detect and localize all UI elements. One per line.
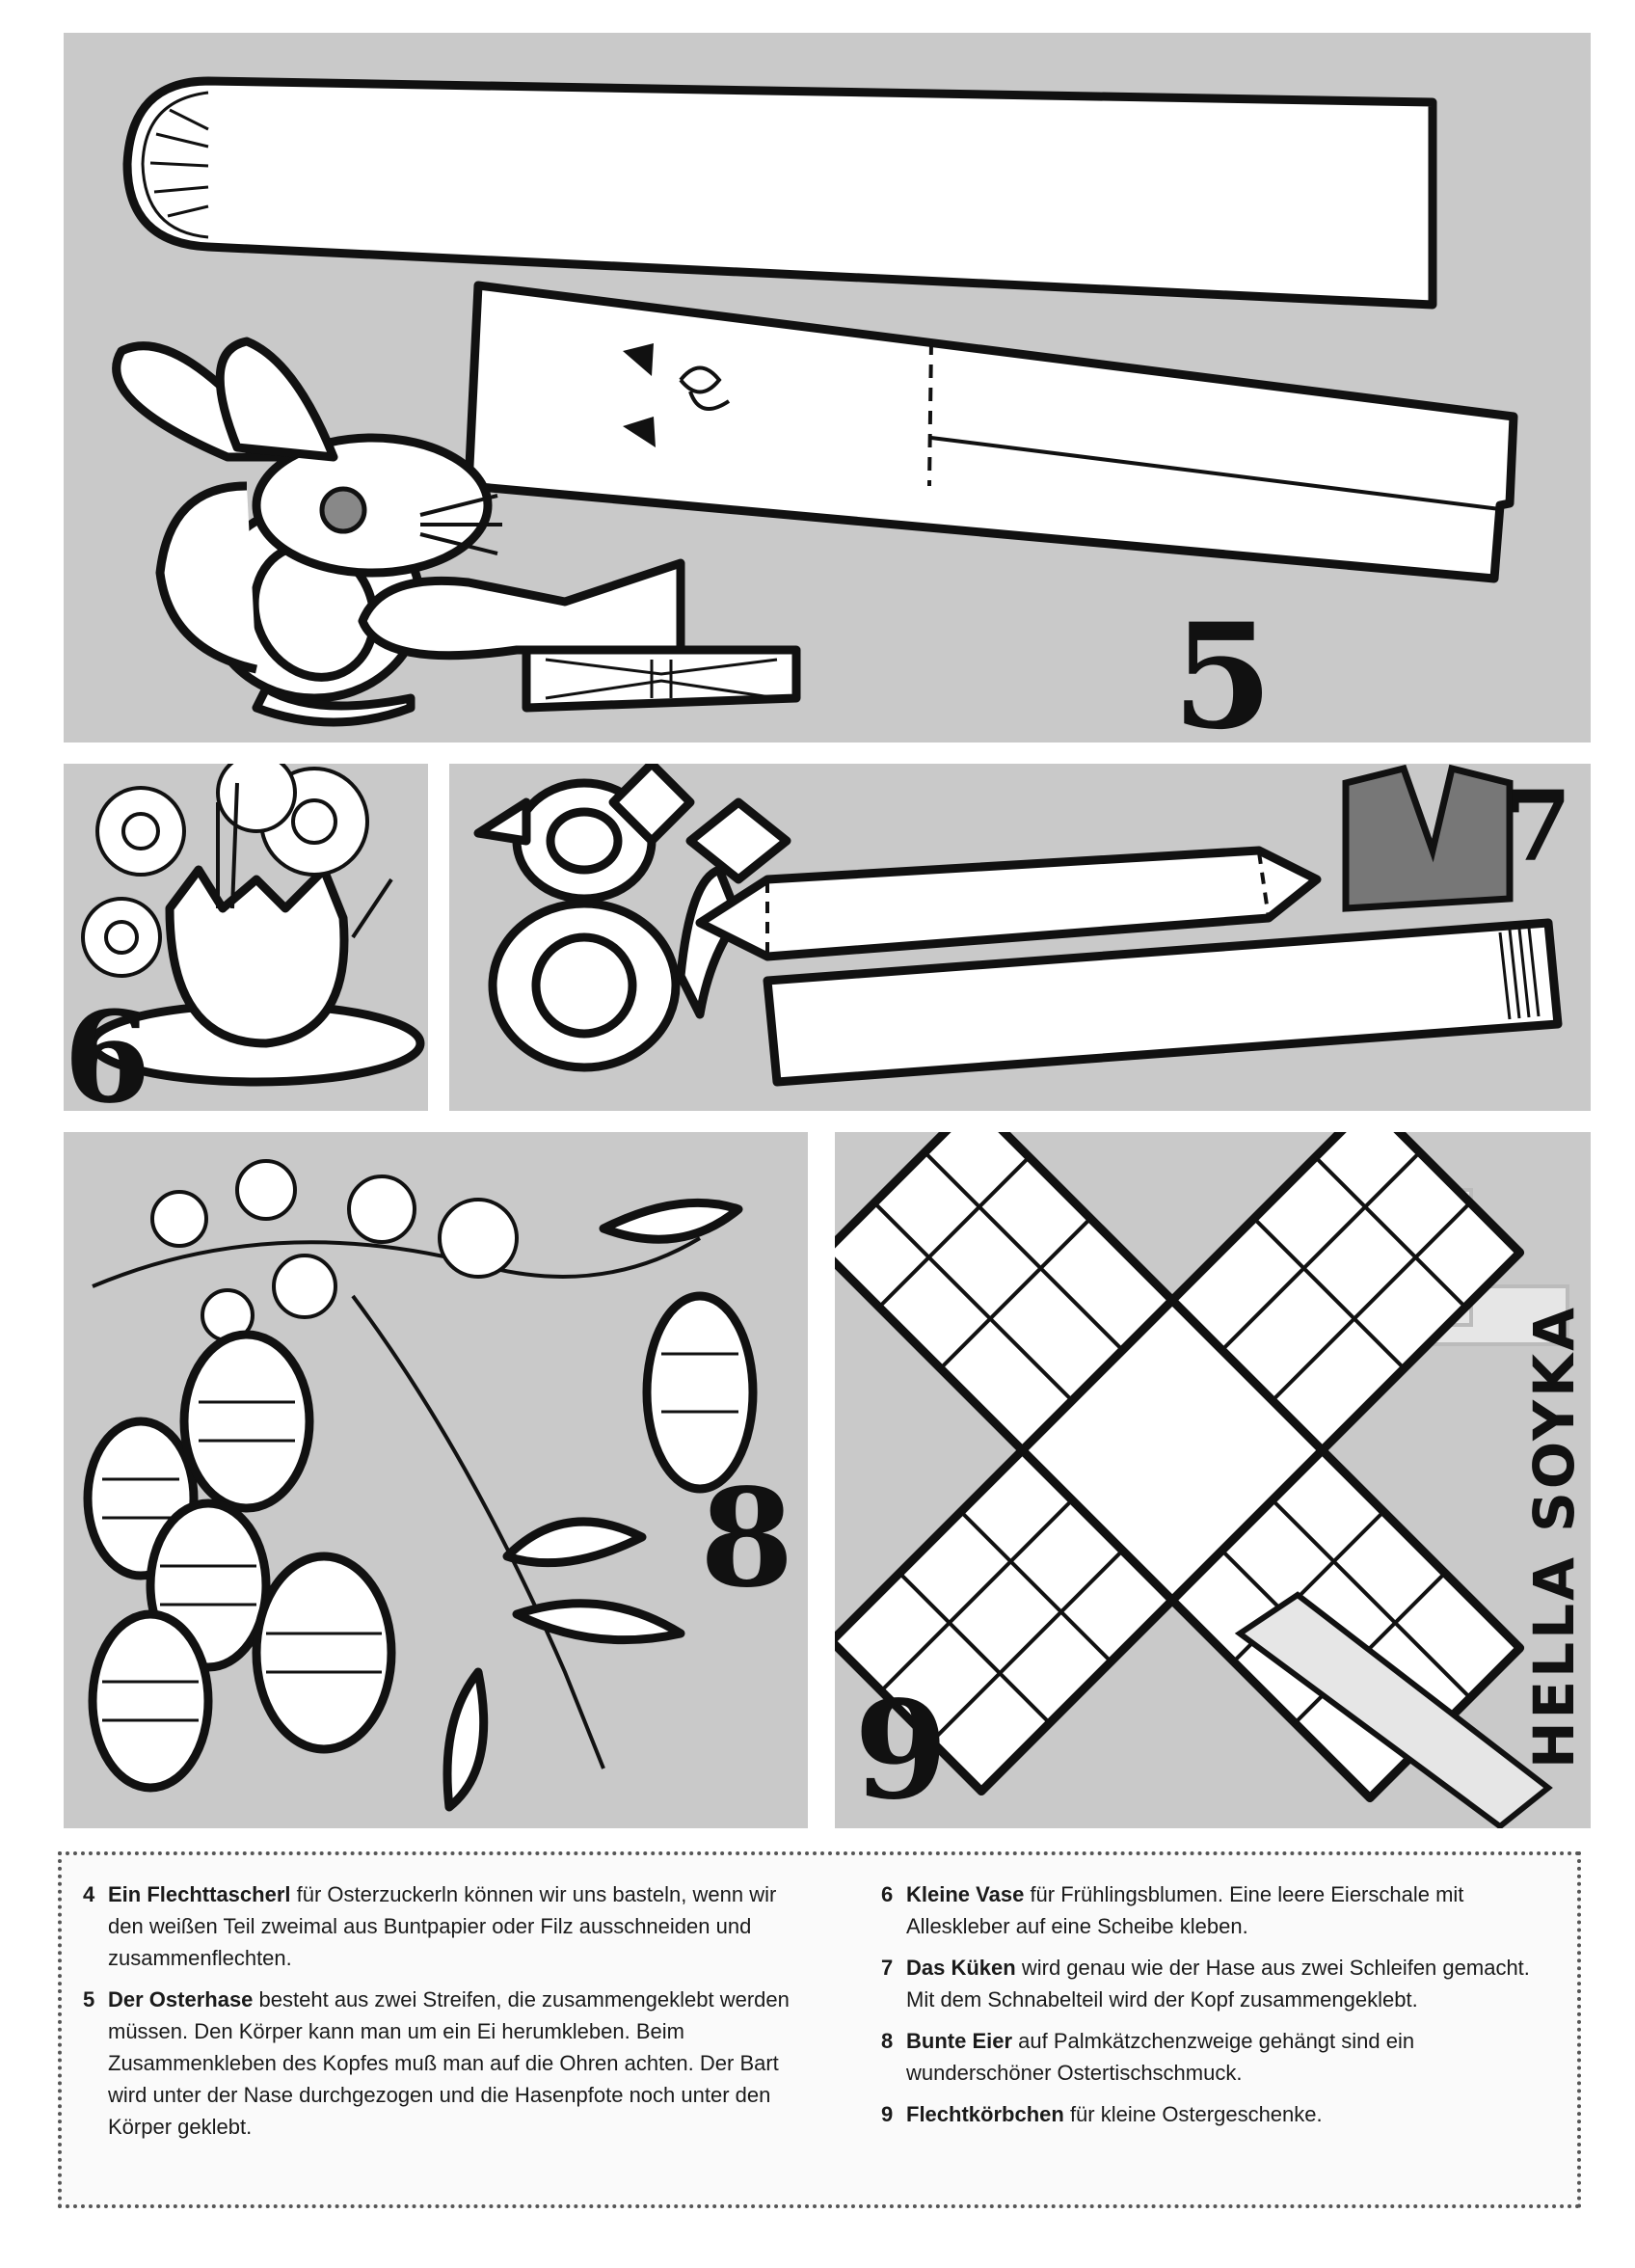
caption-column-right [881, 1878, 1556, 2140]
panel-5-number: 5 [1172, 592, 1273, 742]
caption-item-5 [83, 1984, 816, 2143]
caption-text: für Osterzuckerln können wir uns basteln, wenn wir den weißen Teil zweimal aus Buntpapier oder Filz ausschneiden und zusammenflechten. [108, 1882, 777, 1970]
panel-kueken [449, 764, 1591, 1111]
caption-item-9 [881, 2098, 1556, 2130]
vase-illustration [64, 764, 428, 1111]
panel-6-number: 6 [64, 984, 151, 1111]
caption-number: 9 [881, 2102, 894, 2126]
caption-item-6 [881, 1878, 1556, 1942]
flechtkoerbchen-illustration [835, 1132, 1591, 1828]
caption-item-7 [881, 1952, 1556, 2015]
eier-illustration [64, 1132, 808, 1828]
caption-number: 6 [881, 1882, 894, 1906]
caption-number: 4 [83, 1882, 95, 1906]
caption-text: auf Palmkätzchenzweige gehängt sind ein wunderschöner Ostertischschmuck. [906, 2029, 1415, 2085]
caption-text: für kleine Ostergeschenke. [1069, 2102, 1323, 2126]
caption-item-8 [881, 2025, 1556, 2089]
kueken-illustration [449, 764, 1591, 1111]
caption-text: für Frühlingsblumen. Eine leere Eierschale mit Alleskleber auf eine Scheibe kleben. [906, 1882, 1464, 1938]
panel-9-number: 9 [854, 1672, 949, 1828]
caption-text: besteht aus zwei Streifen, die zusammengeklebt werden müssen. Den Körper kann man um ein Ei herumkleben. Beim Zusammenkleben des Kopfes muß man auf die Ohren achten. Der Bart wird unter der Nase durchgezogen und die Hasenpfote noch unter den Körper geklebt. [108, 1987, 790, 2139]
osterhase-illustration [64, 33, 1591, 742]
caption-title: Das Küken [906, 1956, 1016, 1980]
caption-title: Der Osterhase [108, 1987, 254, 2012]
caption-box [58, 1851, 1581, 2208]
caption-title: Bunte Eier [906, 2029, 1013, 2053]
caption-column-left [83, 1878, 816, 2152]
panel-kleine-vase [64, 764, 428, 1111]
panel-flechtkoerbchen [835, 1132, 1591, 1828]
artist-signature: HELLA SOYKA [1521, 1305, 1587, 1768]
caption-title: Kleine Vase [906, 1882, 1025, 1906]
caption-number: 8 [881, 2029, 894, 2053]
panel-bunte-eier [64, 1132, 808, 1828]
caption-number: 7 [881, 1956, 894, 1980]
caption-number: 5 [83, 1987, 95, 2012]
caption-text: wird genau wie der Hase aus zwei Schleifen gemacht. Mit dem Schnabelteil wird der Kopf zusammengeklebt. [906, 1956, 1530, 2012]
caption-title: Ein Flechttascherl [108, 1882, 291, 1906]
panel-osterhase [64, 33, 1591, 742]
panel-8-number: 8 [700, 1460, 794, 1618]
caption-title: Flechtkörbchen [906, 2102, 1064, 2126]
caption-item-4 [83, 1878, 816, 1974]
panel-7-number: 7 [1505, 770, 1572, 883]
